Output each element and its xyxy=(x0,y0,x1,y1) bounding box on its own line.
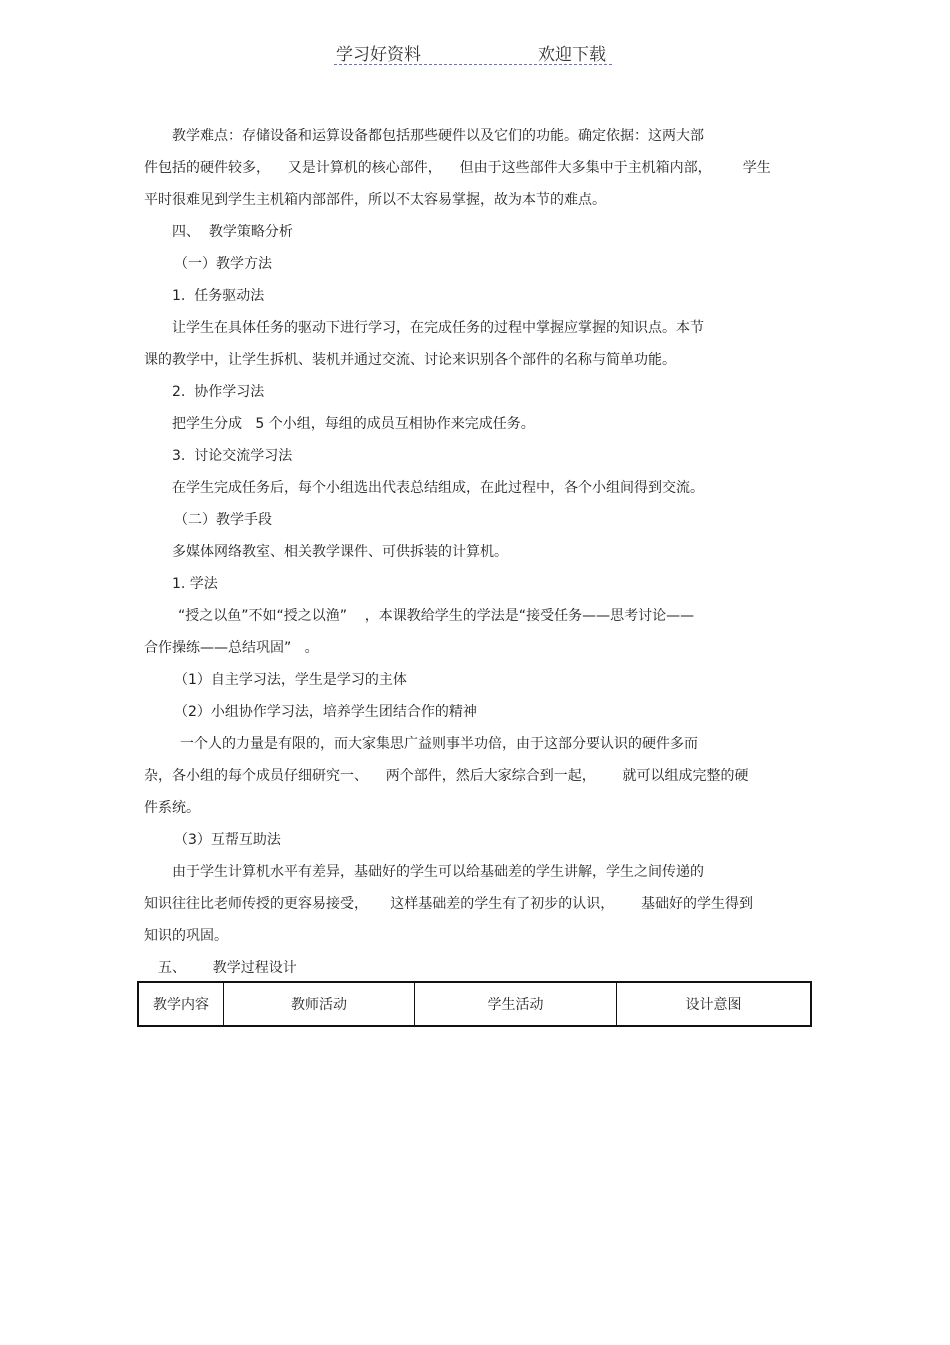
item-heading: 3. 讨论交流学习法 xyxy=(172,448,293,464)
paragraph-line: “授之以鱼”不如“授之以渔” ，本课教给学生的学法是“接受任务——思考讨论—— xyxy=(178,608,695,624)
paragraph-line: 一个人的力量是有限的，而大家集思广益则事半功倍，由于这部分要认识的硬件多而 xyxy=(180,736,698,752)
paragraph-line: 多媒体网络教室、相关教学课件、可供拆装的计算机。 xyxy=(172,544,508,560)
item-heading: （3）互帮互助法 xyxy=(174,832,281,848)
item-heading: 1. 学法 xyxy=(172,576,218,592)
table-header-cell: 教师活动 xyxy=(224,982,415,1026)
paragraph-line: 件包括的硬件较多， 又是计算机的核心部件， 但由于这些部件大多集中于主机箱内部， 学生 xyxy=(144,160,771,176)
paragraph-line: 让学生在具体任务的驱动下进行学习，在完成任务的过程中掌握应掌握的知识点。本节 xyxy=(172,320,704,336)
header-right: 欢迎下载 xyxy=(538,45,606,65)
item-heading: （2）小组协作学习法，培养学生团结合作的精神 xyxy=(174,704,477,720)
section-heading: 五、 教学过程设计 xyxy=(158,960,297,976)
paragraph-line: 知识往往比老师传授的更容易接受， 这样基础差的学生有了初步的认识， 基础好的学生得到 xyxy=(144,896,753,912)
paragraph-line: 件系统。 xyxy=(144,800,200,816)
paragraph-line: 平时很难见到学生主机箱内部部件，所以不太容易掌握，故为本节的难点。 xyxy=(144,192,606,208)
paragraph-line: 合作操练——总结巩固” 。 xyxy=(144,640,319,656)
header-divider xyxy=(334,64,612,65)
paragraph-line: 杂，各小组的每个成员仔细研究一、 两个部件，然后大家综合到一起， 就可以组成完整的硬 xyxy=(144,768,749,784)
item-heading: 2. 协作学习法 xyxy=(172,384,265,400)
paragraph-line: 教学难点：存储设备和运算设备都包括那些硬件以及它们的功能。确定依据：这两大部 xyxy=(172,128,704,144)
header-left: 学习好资料 xyxy=(336,45,421,65)
table-header-cell: 设计意图 xyxy=(617,982,812,1026)
paragraph-line: 知识的巩固。 xyxy=(144,928,228,944)
item-heading: 1. 任务驱动法 xyxy=(172,288,265,304)
item-heading: （1）自主学习法，学生是学习的主体 xyxy=(174,672,407,688)
subsection-heading: （二）教学手段 xyxy=(174,512,272,528)
process-design-table xyxy=(137,981,812,1027)
table-header-cell: 学生活动 xyxy=(415,982,617,1026)
section-heading: 四、 教学策略分析 xyxy=(172,224,293,240)
paragraph-line: 在学生完成任务后，每个小组选出代表总结组成，在此过程中，各个小组间得到交流。 xyxy=(172,480,704,496)
paragraph-line: 课的教学中，让学生拆机、装机并通过交流、讨论来识别各个部件的名称与简单功能。 xyxy=(144,352,676,368)
table-header-row xyxy=(138,982,811,1026)
subsection-heading: （一）教学方法 xyxy=(174,256,272,272)
table-header-cell: 教学内容 xyxy=(153,997,209,1013)
paragraph-line: 把学生分成 5 个小组，每组的成员互相协作来完成任务。 xyxy=(172,416,535,432)
paragraph-line: 由于学生计算机水平有差异，基础好的学生可以给基础差的学生讲解，学生之间传递的 xyxy=(172,864,704,880)
